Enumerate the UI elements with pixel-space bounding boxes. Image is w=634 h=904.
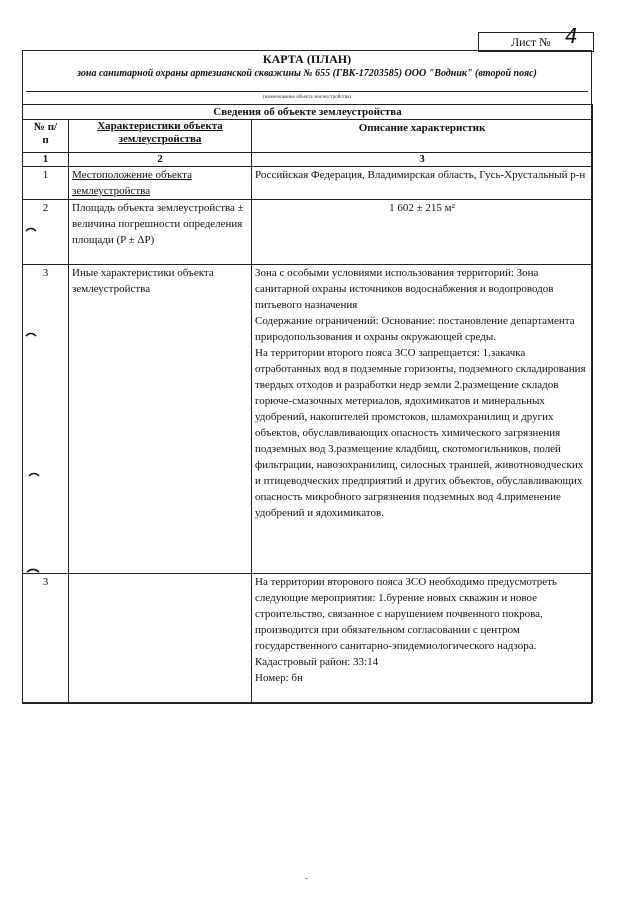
row-characteristic [69, 574, 252, 703]
row-characteristic [69, 167, 252, 200]
pen-mark [28, 471, 40, 477]
header-characteristic-text: Характеристики объекта землеустройства [97, 120, 223, 145]
column-number-row [23, 153, 593, 167]
header-row [23, 120, 593, 153]
sheet-number-box [478, 24, 594, 52]
row-characteristic-text: Местоположение объекта землеустройства [72, 169, 192, 197]
header-description: Описание характеристик [252, 120, 593, 153]
table-row [23, 265, 593, 574]
row-description: Российская Федерация, Владимирская область, Гусь-Хрустальный р-н [252, 167, 593, 200]
section-title: Сведения об объекте землеустройства [23, 105, 593, 120]
row-description: На территории вторового пояса ЗСО необходимо предусмотреть следующие мероприятия: 1.бурение новых скважин и новое строительство, связанное с нарушением почвенного покрова, производится при обязательном согласовании с центром государственного санитарно-эпидемиологического надзора. Кадастровый район: 33:14 Номер: бн [252, 574, 593, 703]
scan-speck [305, 878, 308, 879]
row-num: 2 [23, 200, 69, 265]
header-characteristic [69, 120, 252, 153]
row-description: 1 602 ± 215 м² [252, 200, 593, 265]
table-row [23, 574, 593, 703]
document-subtitle: зона санитарной охраны артезианской скважины № 655 (ГВК-17203585) ООО "Водник" (второй пояс) [77, 68, 537, 79]
column-number-2: 2 [69, 153, 252, 167]
table-row [23, 200, 593, 265]
column-number-3: 3 [252, 153, 593, 167]
object-caption: (наименование объекта землеустройства) [262, 95, 352, 100]
table-row [23, 167, 593, 200]
object-info-table [22, 104, 593, 703]
pen-mark [25, 226, 37, 232]
row-num: 1 [23, 167, 69, 200]
row-num: 3 [23, 265, 69, 574]
column-number-1: 1 [23, 153, 69, 167]
subtitle-rule [26, 91, 588, 92]
sheet-label: Лист № [511, 35, 551, 49]
pen-mark [25, 331, 37, 337]
pen-mark [26, 567, 38, 573]
document-title: КАРТА (ПЛАН) [262, 52, 352, 66]
row-characteristic: Иные характеристики объекта землеустройства [69, 265, 252, 574]
row-characteristic: Площадь объекта землеустройства ± величина погрешности определения площади (P ± ΔP) [69, 200, 252, 265]
row-description: Зона с особыми условиями использования территорий: Зона санитарной охраны источников водоснабжения и водопроводов питьевого назначения Содержание ограничений: Основание: постановление департамента природопользования и охраны окружающей среды. На территории второго пояса ЗСО запрещается: 1.закачка отработанных вод в подземные горизонты, подземного складирования твердых отходов и разработки недр земли 2.размещение складов горюче-смазочных метериалов, ядохимикатов и минеральных удобрений, накопителей промстоков, шламохранилищ и других объектов, обуславливающих опасность химического загрязнения подземных вод 3.размещение кладбищ, скотомогильников, полей фильтрации, навозохранилищ, силосных траншей, животноводческих и птицеводческих предприятий и других объектов, обуславливающих опасность микробного загрязнения подземных вод 4.применение удобрений и ядохимикатов. [252, 265, 593, 574]
header-num: № п/п [23, 120, 69, 153]
section-title-row [23, 105, 593, 120]
row-num: 3 [23, 574, 69, 703]
sheet-number: 4 [565, 24, 578, 48]
